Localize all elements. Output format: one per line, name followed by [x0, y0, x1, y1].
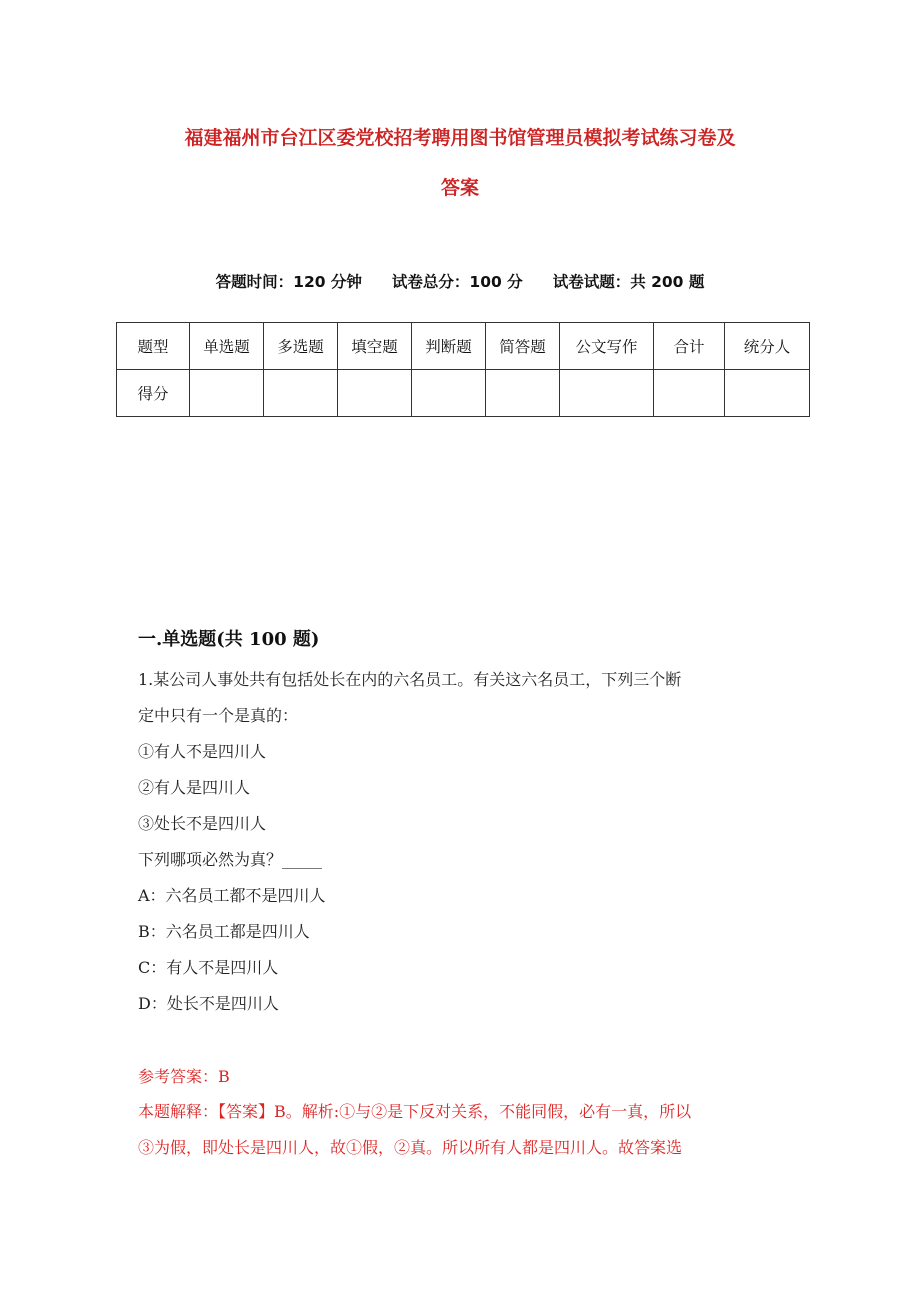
- answer-explanation-line1: 本题解释：【答案】B。解析:①与②是下反对关系，不能同假，必有一真，所以: [138, 1102, 692, 1121]
- question-statement: ③处长不是四川人: [138, 814, 267, 833]
- exam-total-score: 试卷总分：100 分: [391, 273, 523, 291]
- score-table-score-row: [117, 370, 810, 417]
- question-statement: ①有人不是四川人: [138, 742, 267, 761]
- question-statement: ②有人是四川人: [138, 778, 251, 797]
- score-table-header: 题型: [117, 323, 190, 370]
- exam-info: [0, 270, 920, 292]
- score-table-header: 统分人: [725, 323, 810, 370]
- score-cell: [264, 370, 338, 417]
- score-table-header: 公文写作: [560, 323, 654, 370]
- answer-explanation-line2: ③为假，即处长是四川人，故①假，②真。所以所有人都是四川人。故答案选: [138, 1138, 683, 1157]
- reference-answer: 参考答案：B: [138, 1067, 230, 1086]
- score-table-header: 简答题: [486, 323, 560, 370]
- question-option-c: C：有人不是四川人: [138, 958, 279, 977]
- question-stem-line1: 1.某公司人事处共有包括处长在内的六名员工。有关这六名员工，下列三个断: [138, 670, 682, 689]
- question-option-a: A：六名员工都不是四川人: [138, 886, 326, 905]
- score-cell: [654, 370, 725, 417]
- exam-time: 答题时间：120 分钟: [215, 273, 362, 291]
- score-cell: [486, 370, 560, 417]
- score-row-label: 得分: [117, 370, 190, 417]
- question-stem-line2: 定中只有一个是真的：: [138, 706, 299, 725]
- section-heading: 一.单选题(共 100 题): [138, 629, 320, 650]
- score-table-header: 单选题: [190, 323, 264, 370]
- score-cell: [725, 370, 810, 417]
- score-table-header: 判断题: [412, 323, 486, 370]
- score-cell: [190, 370, 264, 417]
- exam-question-count: 试卷试题：共 200 题: [552, 273, 705, 291]
- score-table-header: 填空题: [338, 323, 412, 370]
- score-cell: [560, 370, 654, 417]
- question-prompt: 下列哪项必然为真？_____: [138, 850, 323, 869]
- question-option-b: B：六名员工都是四川人: [138, 922, 310, 941]
- score-table-header: 合计: [654, 323, 725, 370]
- score-cell: [338, 370, 412, 417]
- score-table-header-row: [117, 323, 810, 370]
- document-title-line1: 福建福州市台江区委党校招考聘用图书馆管理员模拟考试练习卷及: [184, 127, 736, 149]
- document-title-line2: 答案: [440, 177, 479, 199]
- score-table-header: 多选题: [264, 323, 338, 370]
- question-option-d: D：处长不是四川人: [138, 994, 279, 1013]
- score-table: [116, 322, 810, 417]
- score-cell: [412, 370, 486, 417]
